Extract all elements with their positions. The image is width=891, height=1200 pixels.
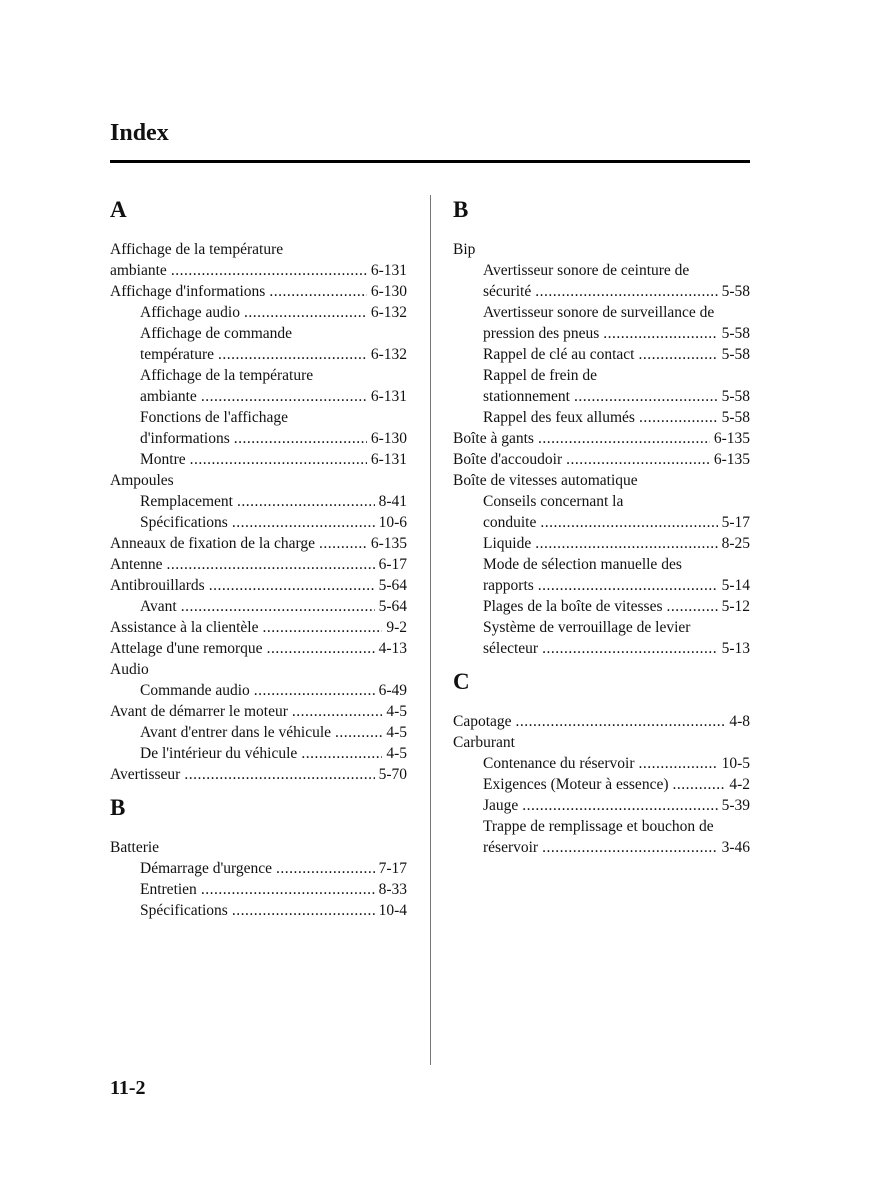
index-subentry xyxy=(110,743,407,764)
page-reference: 6-132 xyxy=(370,346,407,363)
entry-term: Capotage xyxy=(453,713,512,730)
entry-term: Plages de la boîte de vitesses xyxy=(483,598,663,615)
entry-term: Affichage de la température xyxy=(110,241,284,258)
entry-term: Jauge xyxy=(483,797,519,814)
page-reference: 6-135 xyxy=(713,451,750,468)
dot-leader xyxy=(522,795,717,816)
index-subentry xyxy=(110,722,407,743)
entry-line xyxy=(140,743,407,764)
entry-term: Conseils concernant la xyxy=(483,493,624,510)
page-reference: 10-4 xyxy=(378,902,407,919)
entry-line xyxy=(140,407,407,428)
index-subentry xyxy=(110,900,407,921)
index-subentry xyxy=(110,323,407,365)
entry-line xyxy=(483,302,750,323)
page-reference: 4-5 xyxy=(386,745,407,762)
entry-line xyxy=(140,365,407,386)
index-section xyxy=(453,668,750,858)
dot-leader xyxy=(574,386,718,407)
entry-term: Boîte de vitesses automatique xyxy=(453,472,638,489)
entry-term: réservoir xyxy=(483,839,539,856)
entry-term: Ampoules xyxy=(110,472,174,489)
entry-term: Commande audio xyxy=(140,682,250,699)
entry-line xyxy=(453,449,750,470)
entry-line xyxy=(110,470,407,491)
page-reference: 6-131 xyxy=(370,262,407,279)
entry-line xyxy=(483,512,750,533)
dot-leader xyxy=(262,617,382,638)
entry-line xyxy=(483,344,750,365)
entry-line xyxy=(453,732,750,753)
page-reference: 6-131 xyxy=(370,388,407,405)
entry-term: Boîte à gants xyxy=(453,430,534,447)
dot-leader xyxy=(538,428,710,449)
entry-term: Audio xyxy=(110,661,149,678)
index-subentry xyxy=(110,512,407,533)
page-reference: 8-41 xyxy=(378,493,407,510)
page-reference: 5-58 xyxy=(721,388,750,405)
index-entry xyxy=(110,701,407,722)
index-subentry xyxy=(453,260,750,302)
index-subentry xyxy=(110,491,407,512)
entry-line xyxy=(483,753,750,774)
page-reference: 5-58 xyxy=(721,325,750,342)
entry-term: Spécifications xyxy=(140,514,228,531)
dot-leader xyxy=(201,879,375,900)
entry-line xyxy=(140,512,407,533)
entry-line xyxy=(483,816,750,837)
page-reference: 4-8 xyxy=(729,713,750,730)
page-reference: 6-17 xyxy=(378,556,407,573)
title-rule xyxy=(110,160,750,163)
dot-leader xyxy=(301,743,382,764)
index-entry xyxy=(110,575,407,596)
entry-line xyxy=(140,344,407,365)
dot-leader xyxy=(535,533,717,554)
dot-leader xyxy=(234,428,367,449)
index-subentry xyxy=(110,449,407,470)
index-entry xyxy=(110,533,407,554)
index-entry xyxy=(453,470,750,491)
dot-leader xyxy=(244,302,367,323)
entry-term: sélecteur xyxy=(483,640,539,657)
index-subentry xyxy=(110,302,407,323)
entry-term: Démarrage d'urgence xyxy=(140,860,273,877)
entry-term: Avertisseur sonore de ceinture de xyxy=(483,262,690,279)
entry-term: Liquide xyxy=(483,535,532,552)
index-entry xyxy=(110,281,407,302)
entry-line xyxy=(110,701,407,722)
index-subentry xyxy=(453,774,750,795)
index-entry xyxy=(453,428,750,449)
dot-leader xyxy=(542,638,718,659)
entry-line xyxy=(483,323,750,344)
index-column-right xyxy=(453,196,750,867)
page-reference: 6-131 xyxy=(370,451,407,468)
entry-term: Contenance du réservoir xyxy=(483,755,635,772)
index-column-left xyxy=(110,196,407,930)
index-subentry xyxy=(453,795,750,816)
entry-term: conduite xyxy=(483,514,537,531)
section-letter: A xyxy=(110,197,127,222)
page-reference: 6-130 xyxy=(370,283,407,300)
page-reference: 5-14 xyxy=(721,577,750,594)
entry-line xyxy=(483,260,750,281)
index-entry xyxy=(453,711,750,732)
dot-leader xyxy=(540,512,717,533)
entry-line xyxy=(140,596,407,617)
page-reference: 8-33 xyxy=(378,881,407,898)
entry-line xyxy=(140,858,407,879)
entry-term: Affichage de commande xyxy=(140,325,293,342)
index-subentry xyxy=(110,596,407,617)
entry-line xyxy=(110,837,407,858)
index-entry xyxy=(110,554,407,575)
page-reference: 4-5 xyxy=(386,724,407,741)
index-subentry xyxy=(453,365,750,407)
index-subentry xyxy=(453,491,750,533)
page-reference: 5-13 xyxy=(721,640,750,657)
entry-term: Rappel de clé au contact xyxy=(483,346,635,363)
entry-line xyxy=(483,554,750,575)
entry-line xyxy=(483,533,750,554)
page-reference: 10-5 xyxy=(721,755,750,772)
entry-line xyxy=(110,659,407,680)
entry-line xyxy=(140,302,407,323)
entry-line xyxy=(140,900,407,921)
section-letter: B xyxy=(453,197,469,222)
page-reference: 4-2 xyxy=(729,776,750,793)
entry-line xyxy=(140,386,407,407)
entry-term: Avant xyxy=(140,598,177,615)
entry-line xyxy=(453,428,750,449)
dot-leader xyxy=(254,680,375,701)
entry-term: Système de verrouillage de levier xyxy=(483,619,691,636)
index-entry xyxy=(110,837,407,858)
entry-term: Entretien xyxy=(140,881,197,898)
entry-line xyxy=(483,575,750,596)
dot-leader xyxy=(181,596,375,617)
index-entry xyxy=(453,732,750,753)
index-subentry xyxy=(110,680,407,701)
section-letter: B xyxy=(110,795,126,820)
entry-line xyxy=(110,638,407,659)
index-entry xyxy=(110,764,407,785)
entry-line xyxy=(483,795,750,816)
entry-term: Remplacement xyxy=(140,493,233,510)
entry-term: De l'intérieur du véhicule xyxy=(140,745,298,762)
entry-line xyxy=(110,575,407,596)
page-reference: 9-2 xyxy=(386,619,407,636)
dot-leader xyxy=(232,900,375,921)
entry-term: Bip xyxy=(453,241,476,258)
dot-leader xyxy=(603,323,717,344)
page-number: 11-2 xyxy=(110,1077,146,1099)
dot-leader xyxy=(209,575,375,596)
index-section xyxy=(110,196,407,785)
entry-term: rapports xyxy=(483,577,534,594)
entry-term: Montre xyxy=(140,451,186,468)
entry-term: Mode de sélection manuelle des xyxy=(483,556,682,573)
entry-line xyxy=(453,239,750,260)
entry-term: sécurité xyxy=(483,283,532,300)
entry-line xyxy=(483,386,750,407)
page-reference: 5-58 xyxy=(721,283,750,300)
entry-term: Affichage d'informations xyxy=(110,283,266,300)
entry-line xyxy=(110,554,407,575)
entry-line xyxy=(110,281,407,302)
entry-term: Assistance à la clientèle xyxy=(110,619,259,636)
entry-term: Anneaux de fixation de la charge xyxy=(110,535,316,552)
index-entry xyxy=(453,449,750,470)
page-reference: 5-12 xyxy=(721,598,750,615)
entry-line xyxy=(453,711,750,732)
dot-leader xyxy=(639,753,718,774)
section-letter: C xyxy=(453,669,470,694)
entry-line xyxy=(483,365,750,386)
dot-leader xyxy=(218,344,367,365)
page-reference: 6-135 xyxy=(370,535,407,552)
dot-leader xyxy=(292,701,382,722)
page-reference: 6-132 xyxy=(370,304,407,321)
page-reference: 8-25 xyxy=(721,535,750,552)
index-subentry xyxy=(110,365,407,407)
index-subentry xyxy=(110,879,407,900)
index-subentry xyxy=(453,302,750,344)
entry-line xyxy=(140,449,407,470)
entry-term: Batterie xyxy=(110,839,160,856)
dot-leader xyxy=(167,554,375,575)
entry-term: Rappel de frein de xyxy=(483,367,598,384)
dot-leader xyxy=(237,491,375,512)
dot-leader xyxy=(673,774,726,795)
entry-term: pression des pneus xyxy=(483,325,600,342)
entry-term: Affichage de la température xyxy=(140,367,314,384)
index-subentry xyxy=(453,596,750,617)
dot-leader xyxy=(516,711,726,732)
page-reference: 5-58 xyxy=(721,346,750,363)
index-subentry xyxy=(453,533,750,554)
entry-line xyxy=(140,323,407,344)
entry-line xyxy=(110,533,407,554)
page-reference: 6-49 xyxy=(378,682,407,699)
entry-term: Boîte d'accoudoir xyxy=(453,451,563,468)
entry-term: Avertisseur sonore de surveillance de xyxy=(483,304,715,321)
entry-term: ambiante xyxy=(110,262,167,279)
page-reference: 5-64 xyxy=(378,577,407,594)
index-subentry xyxy=(453,554,750,596)
page-reference: 5-17 xyxy=(721,514,750,531)
entry-line xyxy=(110,764,407,785)
entry-line xyxy=(140,491,407,512)
dot-leader xyxy=(269,281,367,302)
page-reference: 5-39 xyxy=(721,797,750,814)
index-section xyxy=(453,196,750,659)
dot-leader xyxy=(190,449,367,470)
page-title: Index xyxy=(110,120,169,146)
entry-term: Fonctions de l'affichage xyxy=(140,409,288,426)
index-entry xyxy=(110,617,407,638)
entry-line xyxy=(483,407,750,428)
page-reference: 5-70 xyxy=(378,766,407,783)
dot-leader xyxy=(535,281,717,302)
dot-leader xyxy=(335,722,382,743)
entry-line xyxy=(483,596,750,617)
entry-term: Spécifications xyxy=(140,902,228,919)
dot-leader xyxy=(538,575,718,596)
entry-line xyxy=(140,680,407,701)
index-subentry xyxy=(110,858,407,879)
page-reference: 6-130 xyxy=(370,430,407,447)
entry-term: Avant d'entrer dans le véhicule xyxy=(140,724,332,741)
index-subentry xyxy=(110,407,407,449)
entry-term: Antenne xyxy=(110,556,163,573)
entry-term: d'informations xyxy=(140,430,230,447)
index-entry xyxy=(110,638,407,659)
entry-term: Exigences (Moteur à essence) xyxy=(483,776,669,793)
column-divider xyxy=(430,195,431,1065)
index-subentry xyxy=(453,816,750,858)
entry-term: Antibrouillards xyxy=(110,577,205,594)
entry-line xyxy=(140,879,407,900)
dot-leader xyxy=(542,837,717,858)
page-reference: 6-135 xyxy=(713,430,750,447)
index-subentry xyxy=(453,344,750,365)
page-reference: 3-46 xyxy=(721,839,750,856)
entry-line xyxy=(483,774,750,795)
entry-line xyxy=(140,722,407,743)
entry-line xyxy=(483,491,750,512)
entry-line xyxy=(140,428,407,449)
dot-leader xyxy=(232,512,375,533)
page-reference: 5-64 xyxy=(378,598,407,615)
entry-line xyxy=(483,638,750,659)
dot-leader xyxy=(171,260,367,281)
dot-leader xyxy=(319,533,367,554)
index-section xyxy=(110,794,407,921)
dot-leader xyxy=(201,386,367,407)
index-subentry xyxy=(453,753,750,774)
dot-leader xyxy=(267,638,375,659)
entry-term: température xyxy=(140,346,215,363)
entry-line xyxy=(110,239,407,260)
entry-term: Attelage d'une remorque xyxy=(110,640,263,657)
dot-leader xyxy=(276,858,375,879)
entry-term: Affichage audio xyxy=(140,304,240,321)
index-entry xyxy=(110,239,407,281)
entry-line xyxy=(483,281,750,302)
index-subentry xyxy=(453,407,750,428)
index-entry xyxy=(110,470,407,491)
entry-line xyxy=(483,837,750,858)
page-reference: 7-17 xyxy=(378,860,407,877)
page-reference: 5-58 xyxy=(721,409,750,426)
entry-line xyxy=(110,617,407,638)
entry-line xyxy=(453,470,750,491)
entry-term: stationnement xyxy=(483,388,570,405)
page-reference: 4-13 xyxy=(378,640,407,657)
entry-term: Avertisseur xyxy=(110,766,181,783)
entry-term: ambiante xyxy=(140,388,197,405)
dot-leader xyxy=(638,344,717,365)
page-reference: 4-5 xyxy=(386,703,407,720)
entry-term: Avant de démarrer le moteur xyxy=(110,703,288,720)
dot-leader xyxy=(566,449,710,470)
entry-term: Carburant xyxy=(453,734,515,751)
page-reference: 10-6 xyxy=(378,514,407,531)
index-subentry xyxy=(453,617,750,659)
dot-leader xyxy=(184,764,374,785)
index-entry xyxy=(110,659,407,680)
entry-line xyxy=(483,617,750,638)
dot-leader xyxy=(667,596,718,617)
dot-leader xyxy=(639,407,718,428)
entry-term: Trappe de remplissage et bouchon de xyxy=(483,818,714,835)
entry-term: Rappel des feux allumés xyxy=(483,409,635,426)
index-entry xyxy=(453,239,750,260)
entry-line xyxy=(110,260,407,281)
